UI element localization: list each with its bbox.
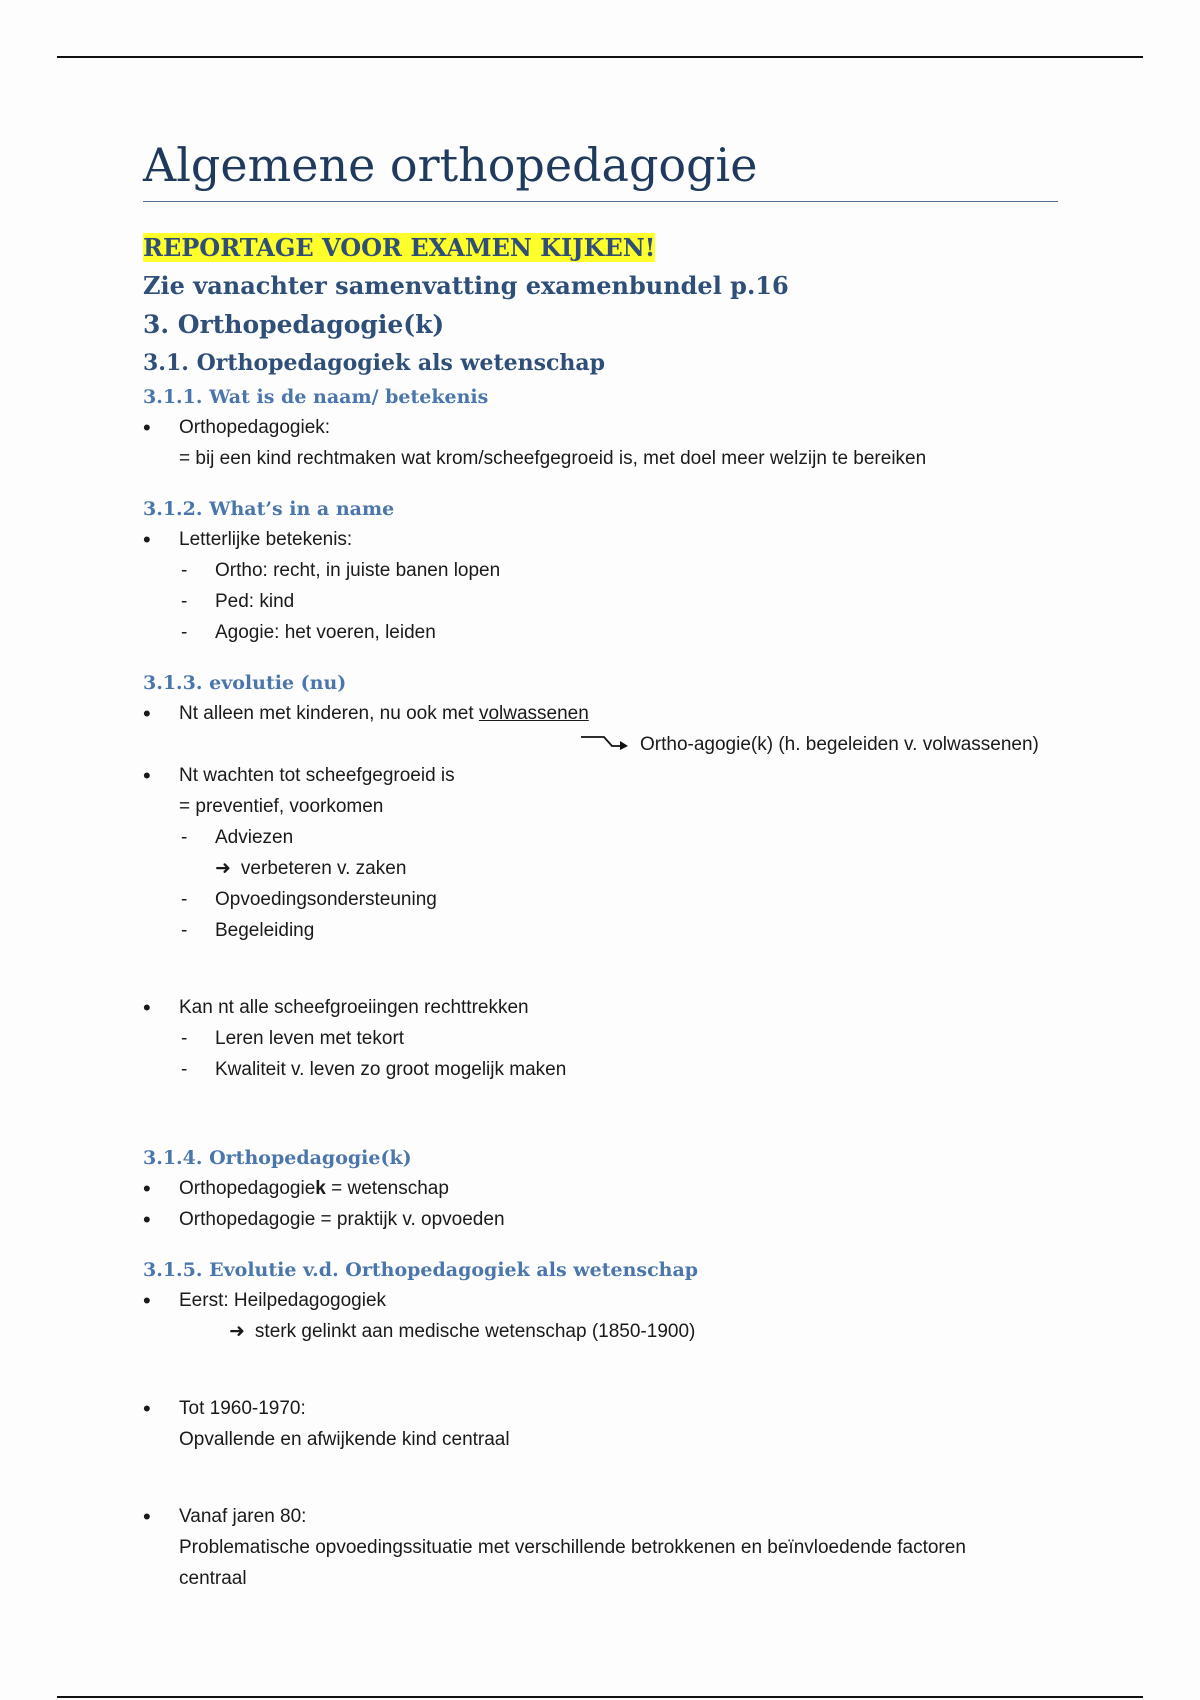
arrow-line [143,729,1058,760]
document-body [143,140,1058,1594]
right-arrow-icon: ➜ [229,1320,245,1342]
heading-3-1-2: 3.1.2. What’s in a name [143,497,395,520]
dash-item: - Adviezen [143,822,1058,853]
dash-item: - Ped: kind [143,586,1058,617]
heading-3-1-1: 3.1.1. Wat is de naam/ betekenis [143,385,489,408]
heading-3-1: 3.1. Orthopedagogiek als wetenschap [143,349,606,376]
highlighted-alert-text: REPORTAGE VOOR EXAMEN KIJKEN! [143,232,656,262]
bent-arrow-icon [580,734,630,750]
dash-item: - Kwaliteit v. leven zo groot mogelijk maken [143,1054,1058,1085]
page-bottom-rule [57,1696,1143,1698]
arrow-line-text: sterk gelinkt aan medische wetenschap (1850-1900) [254,1320,696,1342]
continuation-line: Problematische opvoedingssituatie met verschillende betrokkenen en beïnvloedende factoren [179,1536,966,1558]
bullet-item: • Nt wachten tot scheefgegroeid is [143,760,1058,791]
bullet-item: • Kan nt alle scheefgroeiingen rechttrekken [143,992,1058,1023]
arrow-line-text: verbeteren v. zaken [240,857,407,879]
heading-3-1-3: 3.1.3. evolutie (nu) [143,671,347,694]
arrow-line [143,853,1058,884]
page-top-rule [57,56,1143,58]
summary-note-heading: Zie vanachter samenvatting examenbundel p.16 [143,270,789,300]
bold-letter: k [315,1177,326,1199]
bullet-item: • Orthopedagogiek: [143,412,1058,443]
dash-item: - Begeleiding [143,915,1058,946]
bullet-text: Orthopedagogie [179,1177,316,1199]
bullet-text: Nt alleen met kinderen, nu ook met [179,702,479,724]
document-title: Algemene orthopedagogie [143,140,1058,202]
heading-3-1-4: 3.1.4. Orthopedagogie(k) [143,1146,412,1169]
dash-item: - Leren leven met tekort [143,1023,1058,1054]
bullet-item: • Eerst: Heilpedagogogiek [143,1285,1058,1316]
bullet-item: • Orthopedagogie = praktijk v. opvoeden [143,1204,1058,1235]
bullet-item: • Letterlijke betekenis: [143,524,1058,555]
dash-item: - Agogie: het voeren, leiden [143,617,1058,648]
right-arrow-icon: ➜ [215,857,231,879]
underlined-word: volwassenen [478,702,589,724]
arrow-line [143,1316,1058,1347]
bullet-item [143,698,1058,729]
exam-alert-heading [143,230,1058,266]
dash-item: - Ortho: recht, in juiste banen lopen [143,555,1058,586]
continuation-line: Opvallende en afwijkende kind centraal [179,1428,510,1450]
bullet-item: • Tot 1960-1970: [143,1393,1058,1424]
heading-3: 3. Orthopedagogie(k) [143,309,445,339]
bullet-item: • Vanaf jaren 80: [143,1501,1058,1532]
bullet-text: = wetenschap [325,1177,449,1199]
arrow-line-text: Ortho-agogie(k) (h. begeleiden v. volwassenen) [640,733,1039,755]
continuation-line: centraal [179,1567,247,1589]
dash-item: - Opvoedingsondersteuning [143,884,1058,915]
heading-3-1-5: 3.1.5. Evolutie v.d. Orthopedagogiek als wetenschap [143,1258,699,1281]
bullet-item [143,1173,1058,1204]
definition-line: = bij een kind rechtmaken wat krom/scheefgegroeid is, met doel meer welzijn te bereiken [179,447,927,469]
definition-line: = preventief, voorkomen [179,795,384,817]
